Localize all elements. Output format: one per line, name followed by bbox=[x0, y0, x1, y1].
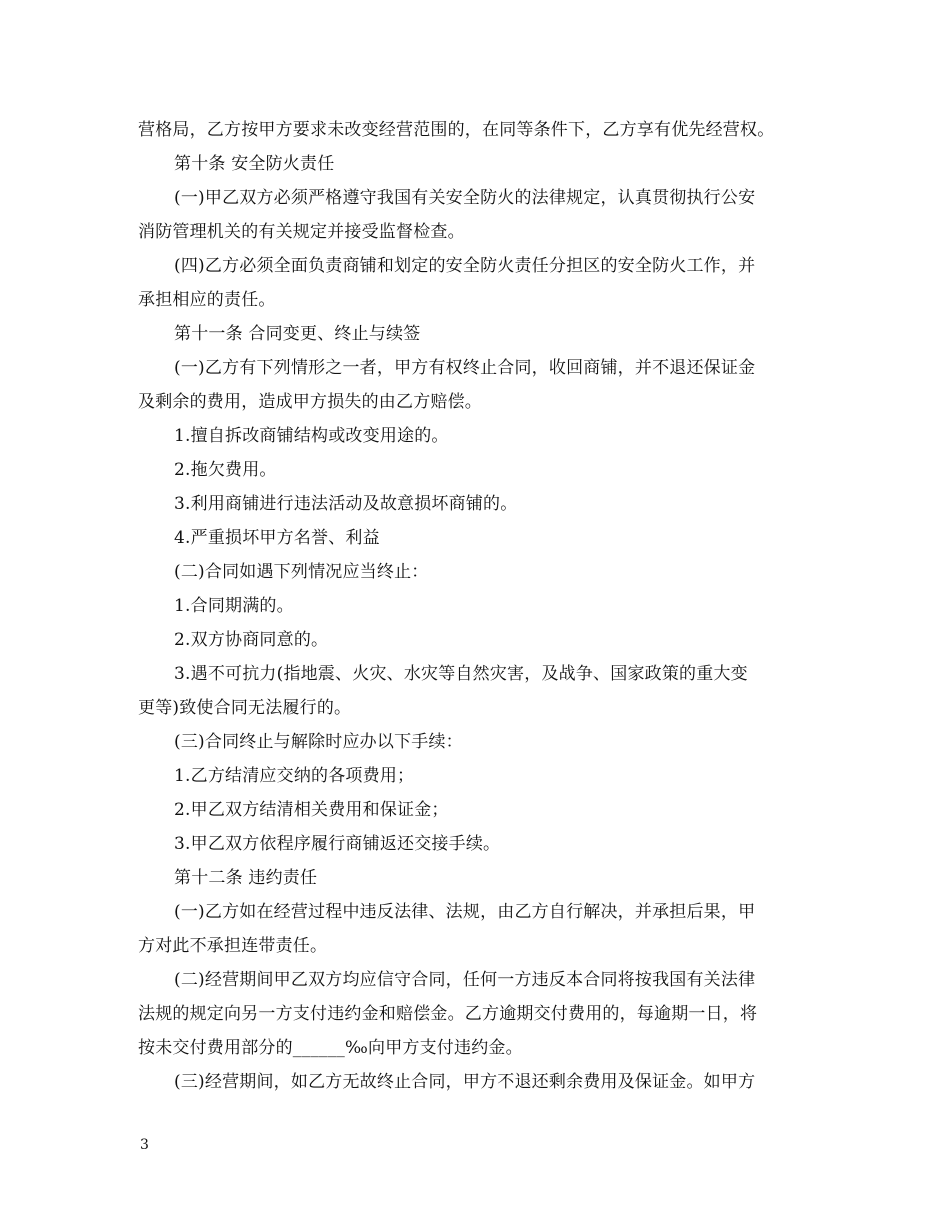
text-line: 更等)致使合同无法履行的。 bbox=[138, 698, 352, 718]
page-number: 3 bbox=[140, 1137, 149, 1153]
text-line: (一)乙方如在经营过程中违反法律、法规，由乙方自行解决，并承担后果，甲 bbox=[174, 902, 756, 922]
text-line: (四)乙方必须全面负责商铺和划定的安全防火责任分担区的安全防火工作，并 bbox=[174, 256, 756, 276]
document-body bbox=[138, 113, 818, 1099]
text-line: 2.甲乙双方结清相关费用和保证金； bbox=[174, 800, 449, 820]
text-line: 消防管理机关的有关规定并接受监督检查。 bbox=[138, 222, 465, 242]
text-line: (一)甲乙双方必须严格遵守我国有关安全防火的法律规定，认真贯彻执行公安 bbox=[174, 188, 756, 208]
text-line: (二)经营期间甲乙双方均应信守合同，任何一方违反本合同将按我国有关法律 bbox=[174, 970, 756, 990]
text-line: (一)乙方有下列情形之一者，甲方有权终止合同，收回商铺，并不退还保证金 bbox=[174, 358, 756, 378]
text-line: 1.擅自拆改商铺结构或改变用途的。 bbox=[174, 426, 449, 446]
text-line: 第十条 安全防火责任 bbox=[174, 154, 335, 174]
text-line: 4.严重损坏甲方名誉、利益 bbox=[174, 528, 380, 548]
text-line: (三)经营期间，如乙方无故终止合同，甲方不退还剩余费用及保证金。如甲方 bbox=[174, 1072, 756, 1092]
text-line: 3.利用商铺进行违法活动及故意损坏商铺的。 bbox=[174, 494, 518, 514]
text-line: (三)合同终止与解除时应办以下手续： bbox=[174, 732, 463, 752]
text-line: 2.双方协商同意的。 bbox=[174, 630, 329, 650]
text-line: 按未交付费用部分的______‰向甲方支付违约金。 bbox=[138, 1038, 523, 1058]
text-line: 2.拖欠费用。 bbox=[174, 460, 277, 480]
text-line: 第十二条 违约责任 bbox=[174, 868, 318, 888]
text-line: 及剩余的费用，造成甲方损失的由乙方赔偿。 bbox=[138, 392, 482, 412]
text-line: 3.遇不可抗力(指地震、火灾、水灾等自然灾害，及战争、国家政策的重大变 bbox=[174, 664, 748, 684]
text-line: (二)合同如遇下列情况应当终止： bbox=[174, 562, 429, 582]
text-line: 3.甲乙双方依程序履行商铺返还交接手续。 bbox=[174, 834, 501, 854]
text-line: 法规的规定向另一方支付违约金和赔偿金。乙方逾期交付费用的，每逾期一日，将 bbox=[138, 1004, 758, 1024]
text-line: 1.乙方结清应交纳的各项费用； bbox=[174, 766, 415, 786]
text-line: 营格局，乙方按甲方要求未改变经营范围的，在同等条件下，乙方享有优先经营权。 bbox=[138, 120, 775, 140]
text-line: 第十一条 合同变更、终止与续签 bbox=[174, 324, 421, 344]
text-line: 方对此不承担连带责任。 bbox=[138, 936, 328, 956]
text-line: 1.合同期满的。 bbox=[174, 596, 294, 616]
text-line: 承担相应的责任。 bbox=[138, 290, 276, 310]
